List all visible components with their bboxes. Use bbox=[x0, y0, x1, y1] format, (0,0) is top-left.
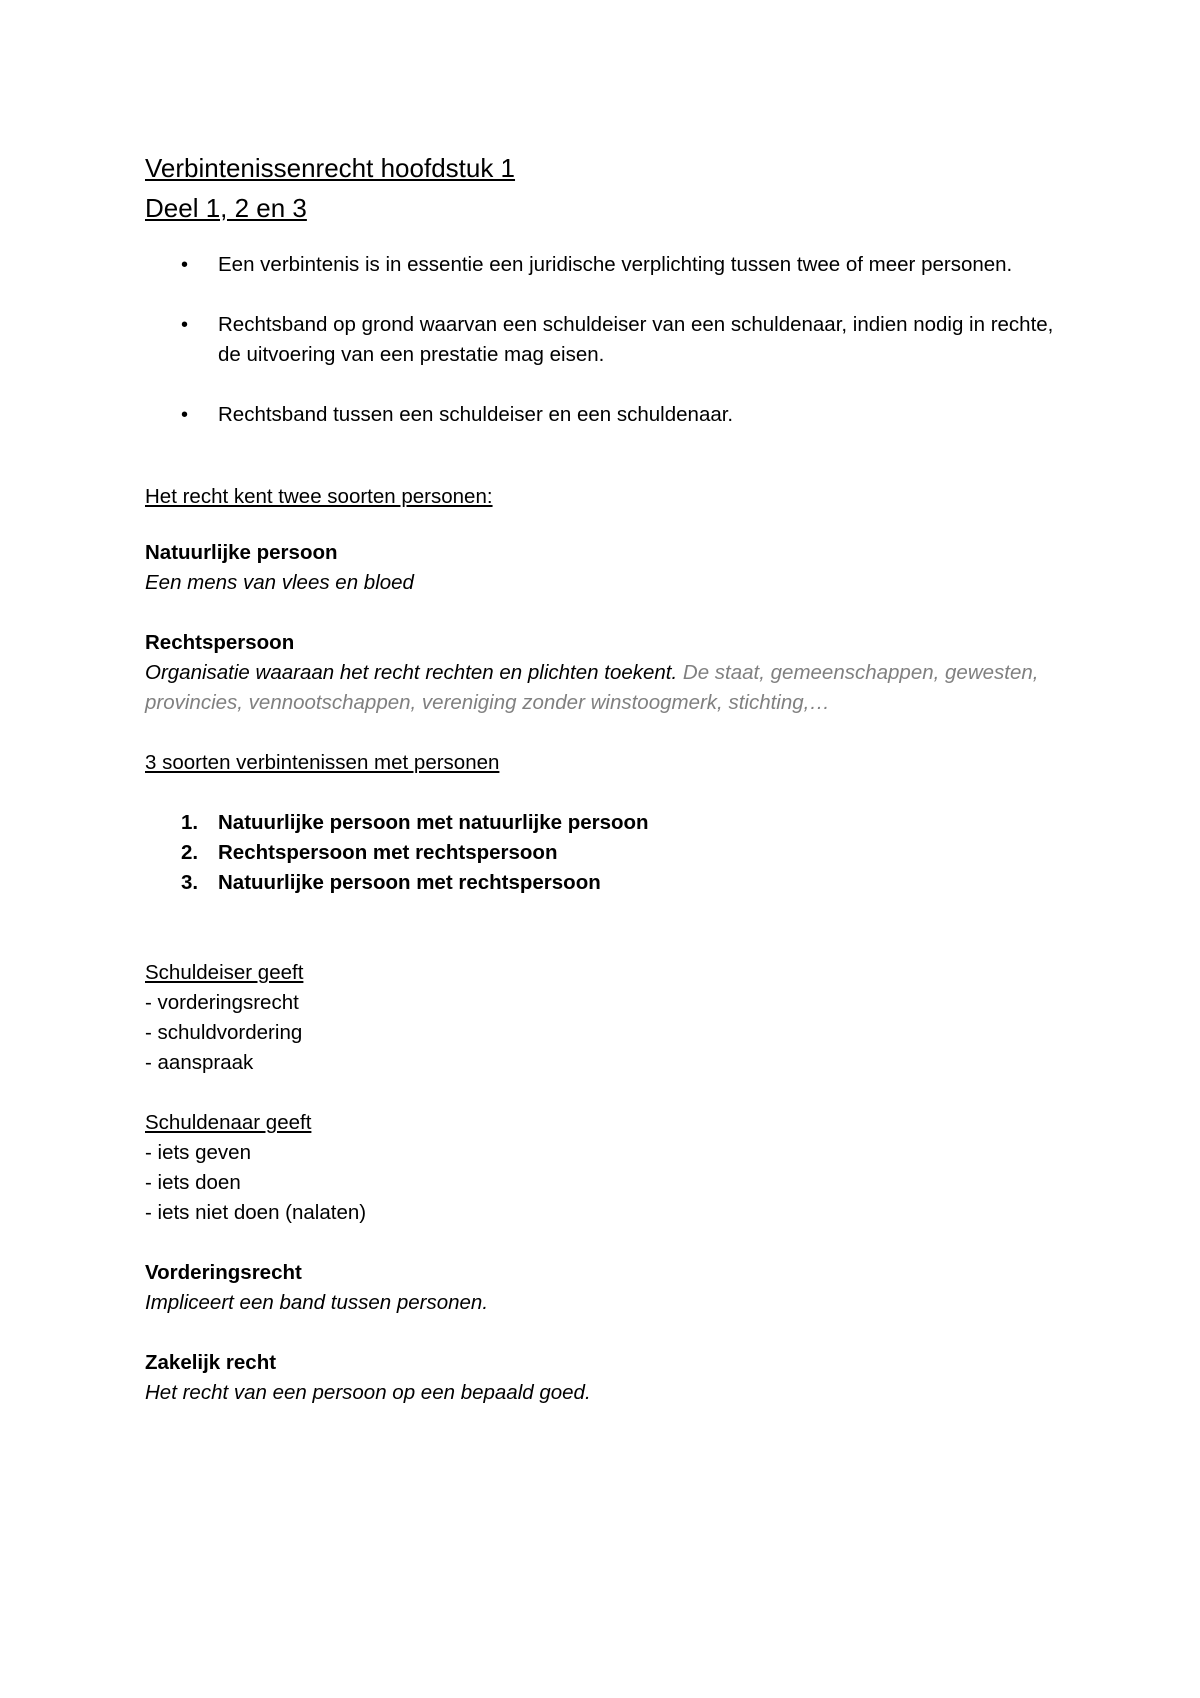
claim-right-definition: Impliceert een band tussen personen. bbox=[145, 1291, 489, 1314]
bullet-item bbox=[145, 250, 1065, 280]
document-title bbox=[145, 148, 1065, 228]
item-number: 3. bbox=[181, 871, 199, 894]
natural-person-term: Natuurlijke persoon bbox=[145, 541, 338, 564]
bullet-dot-icon: • bbox=[181, 314, 189, 336]
debtor-heading: Schuldenaar geeft bbox=[145, 1111, 312, 1134]
numbered-item bbox=[145, 808, 1065, 838]
claim-right-term: Vorderingsrecht bbox=[145, 1261, 302, 1284]
creditor-item: - schuldvordering bbox=[145, 1021, 303, 1044]
creditor-item: - vorderingsrecht bbox=[145, 991, 299, 1014]
persons-heading: Het recht kent twee soorten personen: bbox=[145, 485, 493, 508]
real-right-definition: Het recht van een persoon op een bepaald goed. bbox=[145, 1381, 591, 1404]
legal-person-term: Rechtspersoon bbox=[145, 631, 295, 654]
bullet-text: Rechtsband tussen een schuldeiser en een schuldenaar. bbox=[218, 403, 734, 426]
bullet-dot-icon: • bbox=[181, 254, 189, 276]
legal-person-examples: De staat, gemeenschappen, gewesten, provincies, vennootschappen, vereniging zonder winstoogmerk, stichting,… bbox=[145, 661, 1039, 714]
bullet-item bbox=[145, 400, 1065, 430]
definition-bullet-list bbox=[145, 250, 1065, 430]
obligations-numbered-list bbox=[145, 808, 1065, 898]
item-text: Natuurlijke persoon met rechtspersoon bbox=[218, 871, 601, 894]
real-right-term: Zakelijk recht bbox=[145, 1351, 277, 1374]
legal-person-definition: Organisatie waaraan het recht rechten en plichten toekent. bbox=[145, 661, 678, 684]
numbered-item bbox=[145, 868, 1065, 898]
bullet-text: Een verbintenis is in essentie een juridische verplichting tussen twee of meer personen. bbox=[218, 253, 1013, 276]
document-content bbox=[145, 148, 1065, 1408]
debtor-item: - iets geven bbox=[145, 1141, 251, 1164]
debtor-item: - iets niet doen (nalaten) bbox=[145, 1201, 367, 1224]
natural-person-definition: Een mens van vlees en bloed bbox=[145, 571, 414, 594]
bullet-dot-icon: • bbox=[181, 404, 189, 426]
item-text: Rechtspersoon met rechtspersoon bbox=[218, 841, 558, 864]
bullet-item bbox=[145, 310, 1065, 370]
bullet-text: Rechtsband op grond waarvan een schuldeiser van een schuldenaar, indien nodig in rechte, de uitvoering van een prestatie mag eisen. bbox=[218, 313, 1054, 366]
creditor-heading: Schuldeiser geeft bbox=[145, 961, 304, 984]
creditor-item: - aanspraak bbox=[145, 1051, 254, 1074]
numbered-item bbox=[145, 838, 1065, 868]
obligations-heading: 3 soorten verbintenissen met personen bbox=[145, 751, 500, 774]
item-number: 2. bbox=[181, 841, 199, 864]
item-number: 1. bbox=[181, 811, 199, 834]
legal-person-definition-block bbox=[145, 658, 1065, 718]
item-text: Natuurlijke persoon met natuurlijke persoon bbox=[218, 811, 649, 834]
title-line-1: Verbintenissenrecht hoofdstuk 1 bbox=[145, 153, 516, 183]
debtor-item: - iets doen bbox=[145, 1171, 241, 1194]
title-line-2: Deel 1, 2 en 3 bbox=[145, 193, 307, 223]
